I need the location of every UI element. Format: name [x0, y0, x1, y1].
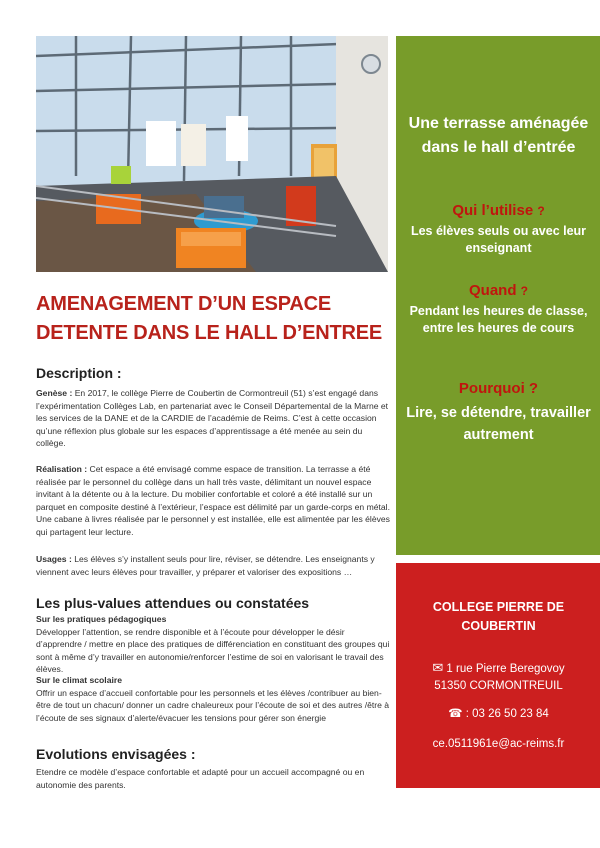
who-question-mark: ? [537, 204, 545, 218]
hall-photo [36, 36, 388, 272]
panel-title: Une terrasse aménagée dans le hall d’entrée [408, 115, 589, 156]
pedagogy-section [36, 613, 390, 676]
why-question: Pourquoi ? [458, 380, 539, 397]
evolutions-paragraph: Etendre ce modèle d’espace confortable et adapté pour un accueil accompagné ou en autonomie des parents. [36, 767, 365, 790]
realisation-paragraph [36, 463, 390, 539]
usages-label: Usages : [36, 554, 72, 564]
genese-label: Genèse : [36, 388, 73, 398]
pedagogy-label: Sur les pratiques pédagogiques [36, 614, 167, 624]
school-name: COLLEGE PIERRE DE COUBERTIN [432, 600, 565, 633]
why-answer: Lire, se détendre, travailler autrement [406, 405, 591, 443]
who-answer: Les élèves seuls ou avec leur enseignant [410, 224, 587, 255]
plus-values-heading: Les plus-values attendues ou constatées [36, 595, 310, 611]
when-answer: Pendant les heures de classe, entre les heures de cours [409, 304, 588, 335]
phone [404, 706, 593, 720]
when-question-text: Quand [468, 282, 517, 299]
pedagogy-text: Développer l’attention, se rendre disponible et à l’écoute pour développer le désir d’apprendre / mettre en place des pratiques de différenciation en constituant des groupes qui sont à même d’y travailler en autonomie/renforcer l’estime de soi en valorisant le travail des élèves. [36, 626, 390, 675]
who-question-text: Qui l’utilise [452, 202, 534, 219]
climate-section [36, 674, 390, 724]
climate-label: Sur le climat scolaire [36, 675, 122, 685]
who-question [402, 202, 595, 219]
info-panel [396, 36, 600, 555]
usages-text: Les élèves s’y installent seuls pour lire, réviser, se détendre. Les enseignants y viennent avec leurs élèves pour travailler, y préparer et valoriser des expositions … [36, 554, 375, 577]
address-line-2: 51350 CORMONTREUIL [434, 680, 563, 692]
when-question-mark: ? [520, 284, 528, 298]
realisation-label: Réalisation : [36, 464, 88, 474]
climate-text: Offrir un espace d’accueil confortable pour les personnels et les élèves /contribuer au bien-être de tout un chacun/ donner un cadre chaleureux pour l’écoute de soi et des autres /être à l’écoute de ses signaux d’alerte/évacuer les tensions pour gérer son énergie [36, 687, 390, 723]
envelope-icon: ✉ [432, 660, 444, 675]
description-heading: Description : [36, 365, 122, 381]
usages-paragraph [36, 553, 390, 578]
contact-panel [396, 563, 600, 788]
genese-text: En 2017, le collège Pierre de Coubertin de Cormontreuil (51) s’est engagé dans l’expérimentation Collèges Lab, en partenariat avec le Conseil Départemental de la Marne et les services de la DANE et de la CARDIE de l’académie de Reims. C’est à cette occasion qu’une réflexion plus globale sur les espaces d’apprentissage a été menée au sein du collège. [36, 388, 389, 449]
address-line-1: 1 rue Pierre Beregovoy [446, 663, 565, 675]
when-question [402, 282, 595, 299]
evolutions-heading: Evolutions envisagées : [36, 746, 196, 762]
telephone-icon: ☎ [448, 708, 463, 720]
realisation-text: Cet espace a été envisagé comme espace de transition. La terrasse a été réalisée par le personnel du collège dans un hall très vaste, délimitant un nouvel espace invitant à la détente ou à la lecture. Du mobilier confortable et coloré a été installé sur un parquet en composite destiné à l’extérieur, l’espace est délimité par un garde-corps en métal. Une cabane à livres réalisée par le personnel y est installée, elle est alimentée par les élèves qui partagent leur lecture. [36, 464, 390, 537]
email-address[interactable]: ce.0511961e@ac-reims.fr [432, 738, 565, 750]
phone-number: : 03 26 50 23 84 [465, 708, 549, 720]
page-title: AMENAGEMENT D’UN ESPACE DETENTE DANS LE HALL D’ENTREE [36, 293, 383, 344]
address [404, 659, 593, 695]
genese-paragraph [36, 387, 390, 450]
